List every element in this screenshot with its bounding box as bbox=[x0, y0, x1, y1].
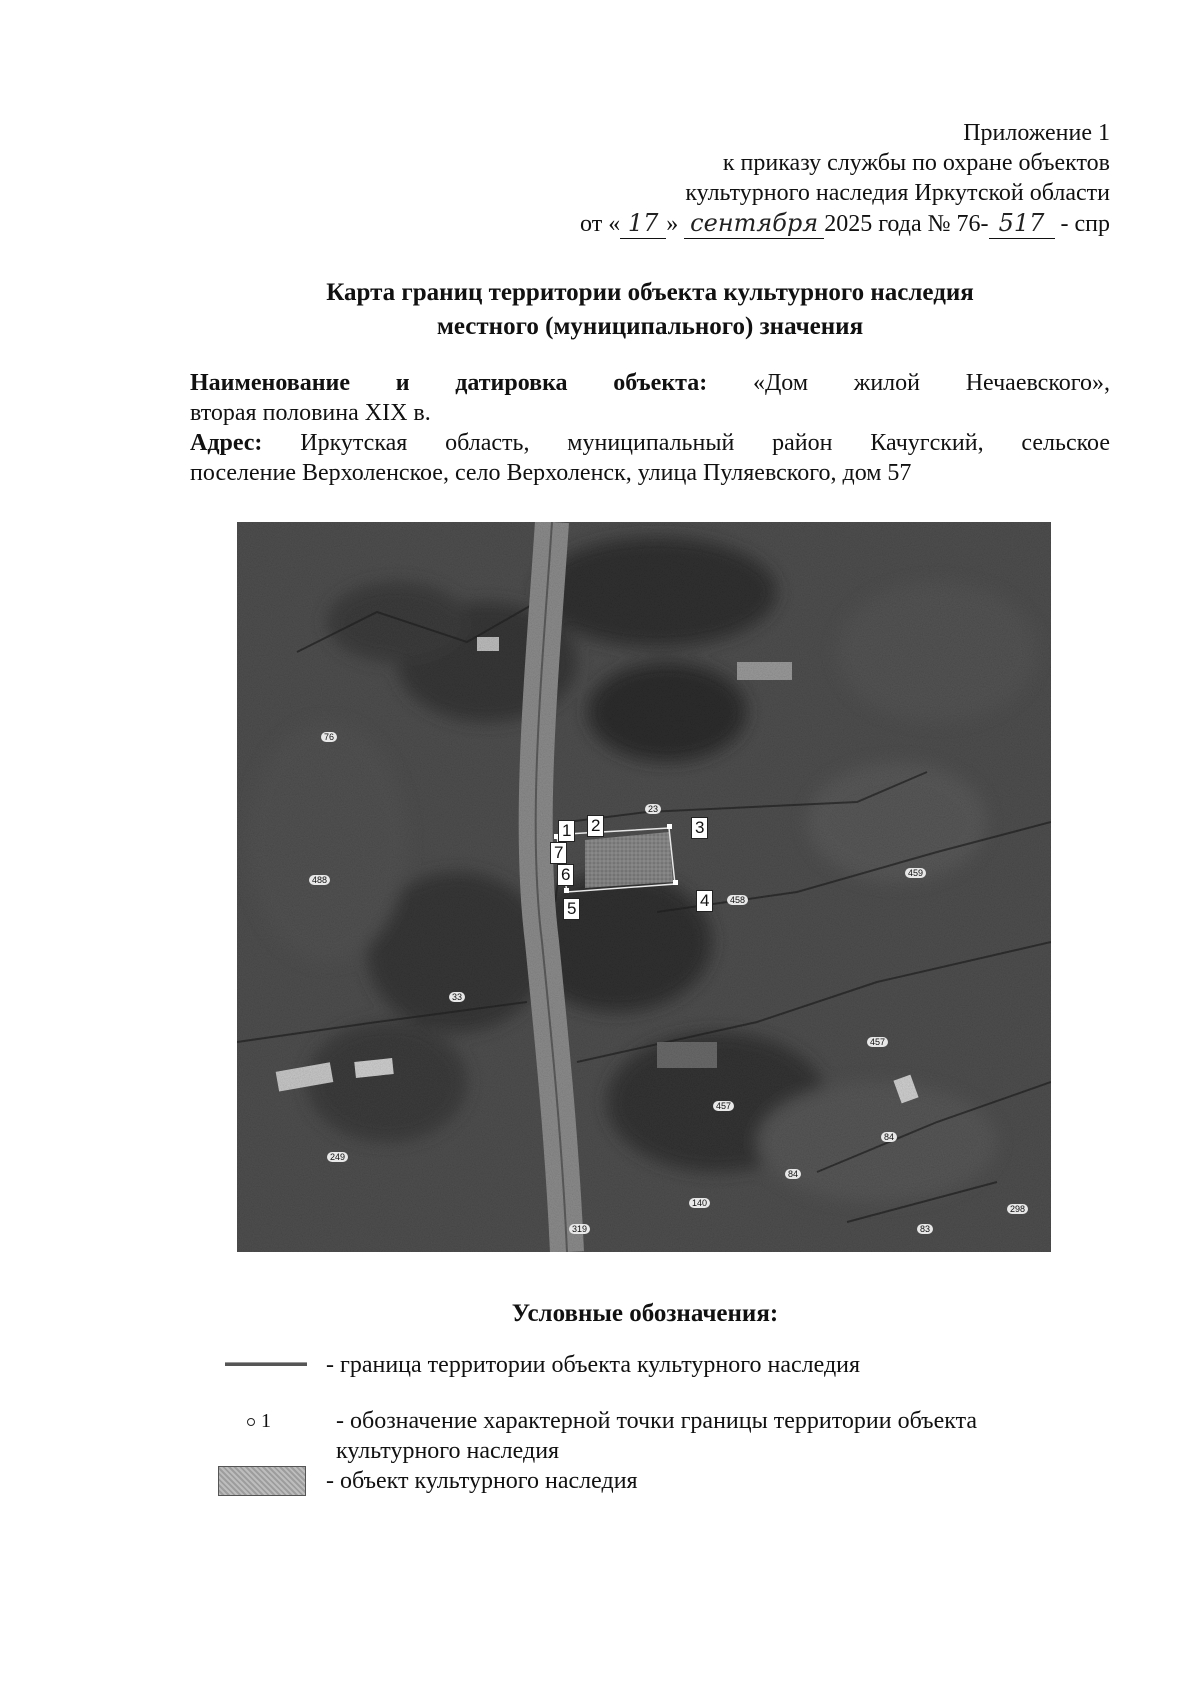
legend-point-line-1: - обозначение характерной точки границы территории объекта bbox=[336, 1408, 978, 1434]
object-name-value-2: вторая половина XIX в. bbox=[190, 400, 431, 426]
parcel-label: 298 bbox=[1007, 1204, 1028, 1214]
parcel-label: 76 bbox=[321, 732, 337, 742]
parcel-label: 457 bbox=[713, 1101, 734, 1111]
legend-title bbox=[0, 1300, 1200, 1328]
date-mid: » bbox=[666, 211, 679, 237]
point-label-1: 1 bbox=[558, 820, 575, 842]
handwritten-number: 517 bbox=[989, 208, 1055, 239]
appendix-line-2: к приказу службы по охране объектов bbox=[722, 150, 1110, 176]
point-label-3: 3 bbox=[691, 817, 708, 839]
date-prefix: от « bbox=[580, 211, 621, 237]
legend-object-text: - объект культурного наследия bbox=[326, 1468, 638, 1494]
point-label-2: 2 bbox=[587, 815, 604, 837]
legend-point-number: 1 bbox=[261, 1410, 271, 1432]
address-label: Адрес: bbox=[190, 430, 263, 456]
legend-boundary-text: - граница территории объекта культурного наследия bbox=[326, 1352, 861, 1378]
address-value-2: поселение Верхоленское, село Верхоленск, улица Пуляевского, дом 57 bbox=[190, 460, 912, 486]
parcel-labels bbox=[237, 522, 1051, 1252]
point-marker-icon bbox=[247, 1418, 255, 1426]
handwritten-day: 17 bbox=[620, 208, 666, 239]
title-line-1: Карта границ территории объекта культурного наследия bbox=[326, 279, 974, 306]
legend-title-text: Условные обозначения: bbox=[511, 1300, 779, 1327]
address-block bbox=[190, 428, 1110, 488]
legend-point-sample bbox=[247, 1410, 271, 1433]
appendix-line-1: Приложение 1 bbox=[963, 120, 1110, 146]
year-text: 2025 года № 76- bbox=[824, 211, 989, 237]
parcel-label: 23 bbox=[645, 804, 661, 814]
parcel-label: 457 bbox=[867, 1037, 888, 1047]
address-value-1: Иркутская область, муниципальный район Качугский, сельское bbox=[300, 430, 1110, 456]
point-label-6: 6 bbox=[557, 864, 574, 886]
parcel-label: 84 bbox=[785, 1169, 801, 1179]
object-name-line-1 bbox=[190, 368, 1110, 398]
legend-boundary-swatch bbox=[225, 1362, 307, 1366]
parcel-label: 140 bbox=[689, 1198, 710, 1208]
handwritten-month: сентября bbox=[684, 208, 824, 239]
appendix-line-3: культурного наследия Иркутской области bbox=[685, 180, 1110, 206]
object-name-block bbox=[190, 368, 1110, 428]
point-label-4: 4 bbox=[696, 890, 713, 912]
address-line-1 bbox=[190, 428, 1110, 458]
object-name-value-1: «Дом жилой Нечаевского», bbox=[752, 370, 1110, 396]
appendix-block bbox=[580, 118, 1110, 239]
point-label-5: 5 bbox=[563, 898, 580, 920]
parcel-label: 459 bbox=[905, 868, 926, 878]
aerial-map bbox=[237, 522, 1051, 1252]
legend-point-line-2: культурного наследия bbox=[336, 1438, 560, 1464]
legend-point-text bbox=[336, 1406, 977, 1466]
order-suffix: - спр bbox=[1060, 211, 1110, 237]
parcel-label: 83 bbox=[917, 1224, 933, 1234]
point-label-7: 7 bbox=[550, 842, 567, 864]
title-line-2: местного (муниципального) значения bbox=[436, 313, 864, 340]
legend-object-swatch bbox=[218, 1466, 306, 1496]
parcel-label: 319 bbox=[569, 1224, 590, 1234]
parcel-label: 458 bbox=[727, 895, 748, 905]
parcel-label: 488 bbox=[309, 875, 330, 885]
appendix-date-line bbox=[580, 208, 1110, 239]
page-title bbox=[0, 276, 1200, 344]
parcel-label: 249 bbox=[327, 1152, 348, 1162]
parcel-label: 33 bbox=[449, 992, 465, 1002]
object-name-label: Наименование и датировка объекта: bbox=[190, 370, 708, 396]
parcel-label: 84 bbox=[881, 1132, 897, 1142]
